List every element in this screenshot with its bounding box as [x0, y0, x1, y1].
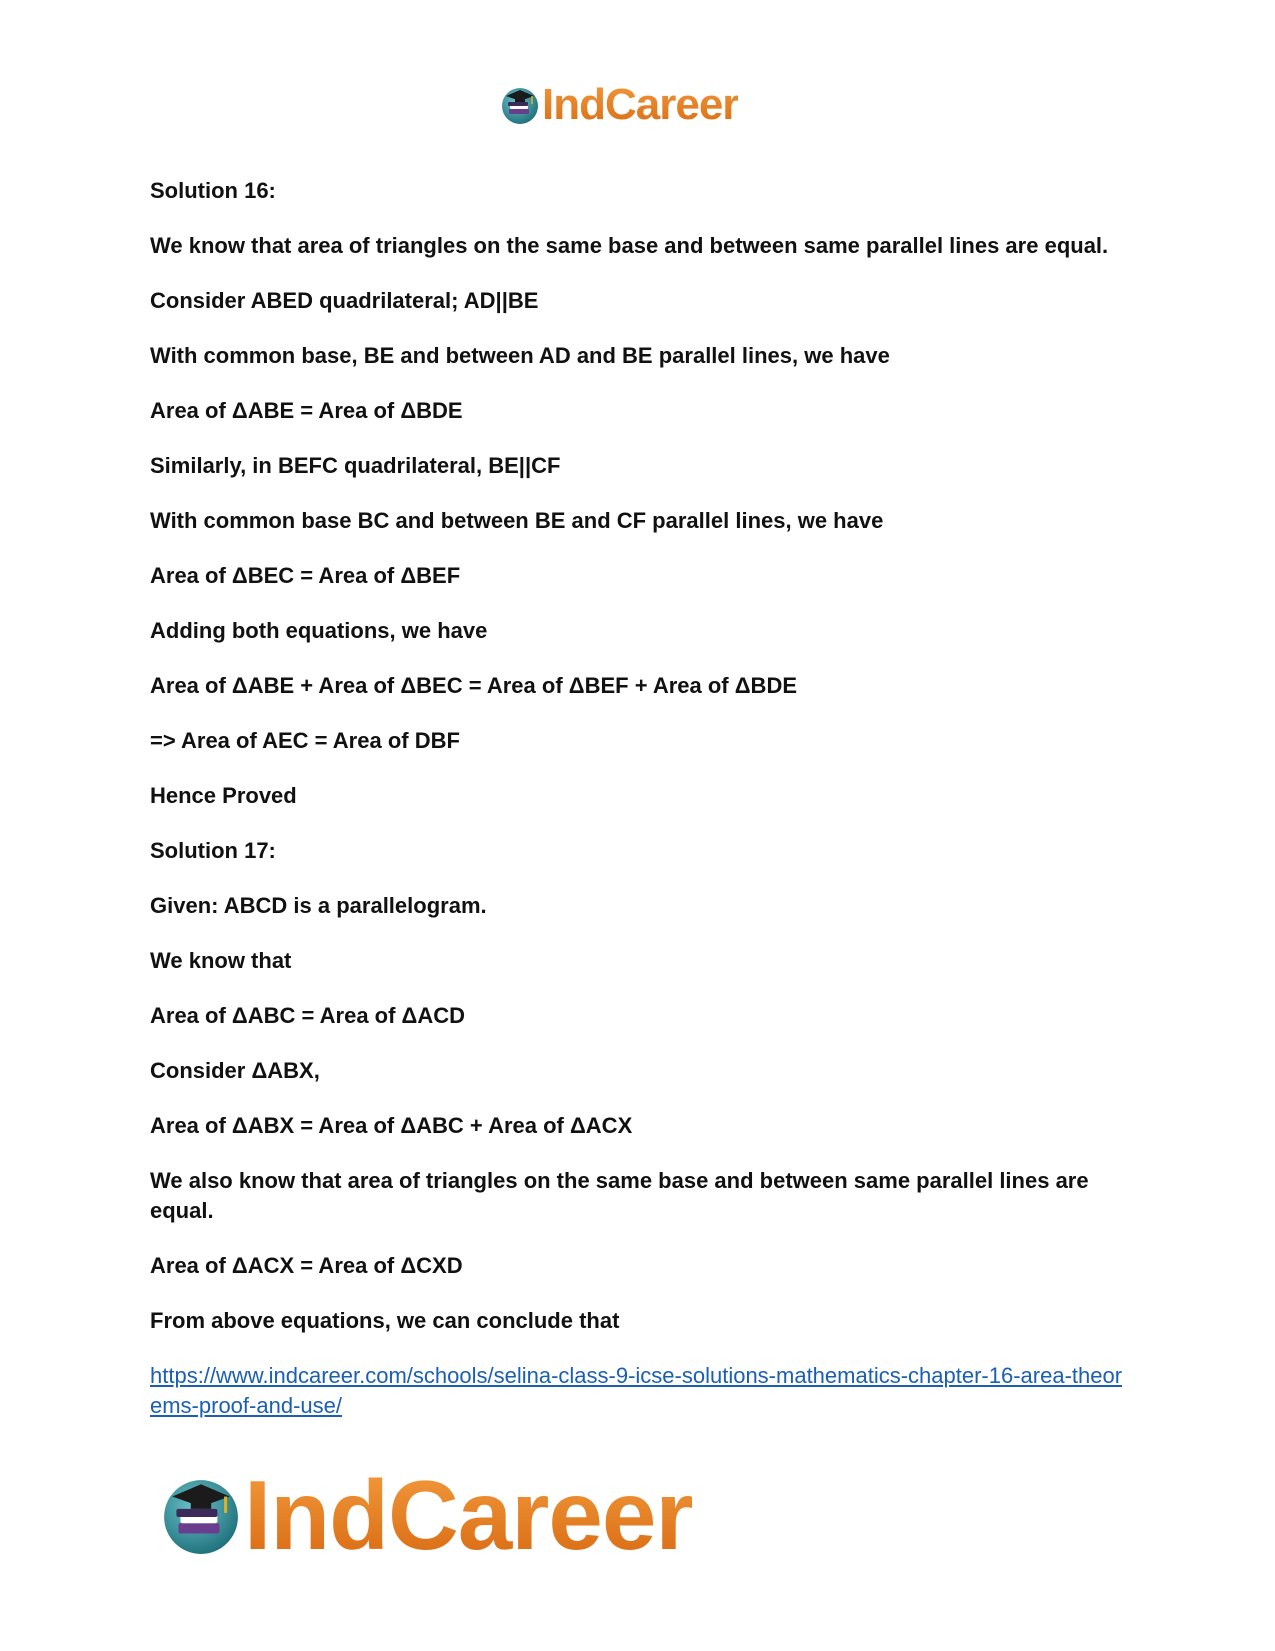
- paragraph: From above equations, we can conclude that: [150, 1308, 620, 1333]
- logo-wordmark: IndCareer: [542, 80, 739, 129]
- header-logo: [500, 80, 738, 130]
- paragraph: With common base BC and between BE and CF parallel lines, we have: [150, 508, 884, 533]
- equation: Area of ΔABE + Area of ΔBEC = Area of ΔBEF + Area of ΔBDE: [150, 673, 798, 698]
- solution-16-heading: Solution 16:: [150, 178, 276, 203]
- paragraph: Given: ABCD is a parallelogram.: [150, 893, 487, 918]
- paragraph: With common base, BE and between AD and BE parallel lines, we have: [150, 343, 890, 368]
- paragraph: Hence Proved: [150, 783, 297, 808]
- solution-17-heading: Solution 17:: [150, 838, 276, 863]
- footer-logo: [160, 1460, 693, 1570]
- document-body: [150, 176, 1125, 1421]
- equation: Area of ΔABX = Area of ΔABC + Area of ΔACX: [150, 1113, 633, 1138]
- graduation-cap-book-globe-icon: [500, 85, 540, 125]
- equation: Area of ΔABC = Area of ΔACD: [150, 1003, 466, 1028]
- paragraph: Consider ΔABX,: [150, 1058, 320, 1083]
- source-link[interactable]: https://www.indcareer.com/schools/selina-class-9-icse-solutions-mathematics-chapter-16-area-theorems-proof-and-use/: [150, 1363, 1123, 1418]
- equation: => Area of AEC = Area of DBF: [150, 728, 460, 753]
- paragraph: Adding both equations, we have: [150, 618, 488, 643]
- equation: Area of ΔBEC = Area of ΔBEF: [150, 563, 461, 588]
- equation: Area of ΔACX = Area of ΔCXD: [150, 1253, 463, 1278]
- paragraph: Consider ABED quadrilateral; AD||BE: [150, 288, 539, 313]
- equation: Area of ΔABE = Area of ΔBDE: [150, 398, 463, 423]
- paragraph: We know that area of triangles on the same base and between same parallel lines are equal.: [150, 233, 1109, 258]
- paragraph: Similarly, in BEFC quadrilateral, BE||CF: [150, 453, 561, 478]
- graduation-cap-book-globe-icon: [160, 1474, 242, 1556]
- logo-wordmark: IndCareer: [244, 1460, 693, 1570]
- paragraph: We also know that area of triangles on the same base and between same parallel lines are equal.: [150, 1168, 1089, 1223]
- paragraph: We know that: [150, 948, 292, 973]
